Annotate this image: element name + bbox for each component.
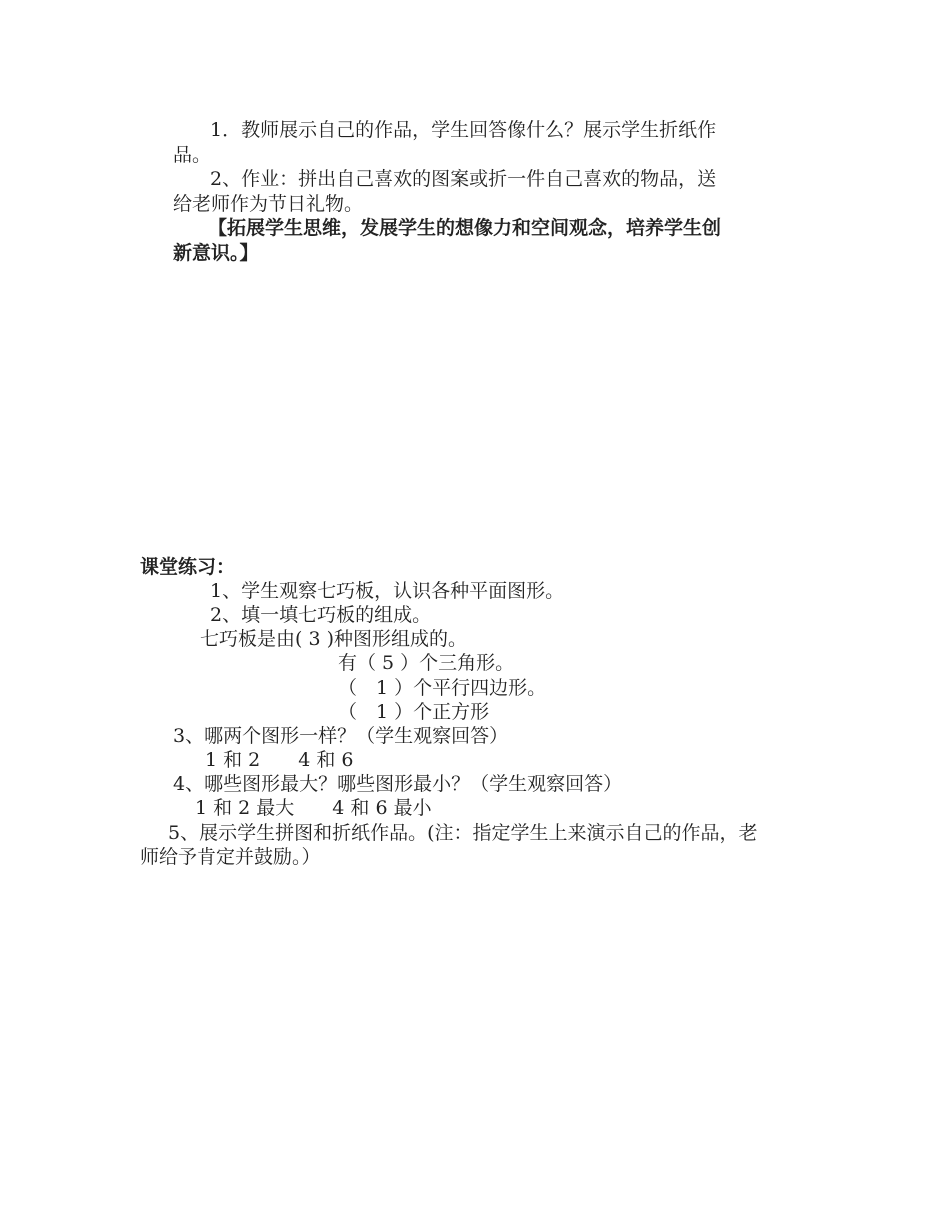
fill-triangles: 有（ 5 ）个三角形。 [338, 652, 515, 674]
item2-line1: 2、作业：拼出自己喜欢的图案或折一件自己喜欢的物品，送 [210, 168, 717, 190]
fill-parallelogram: （ 1 ）个平行四边形。 [338, 677, 547, 699]
item2-line2: 给老师作为节日礼物。 [173, 193, 364, 215]
practice-q4: 4、哪些图形最大？哪些图形最小？（学生观察回答） [173, 773, 623, 795]
practice-q5-line1: 5、展示学生拼图和折纸作品。(注：指定学生上来演示自己的作品，老 [168, 822, 758, 844]
practice-q1: 1、学生观察七巧板，认识各种平面图形。 [210, 580, 565, 602]
item1-line1: 1．教师展示自己的作品，学生回答像什么？展示学生折纸作 [210, 119, 717, 141]
fill-intro: 七巧板是由( 3 )种图形组成的。 [200, 628, 467, 650]
note-line1: 【拓展学生思维，发展学生的想像力和空间观念，培养学生创 [208, 217, 722, 239]
practice-a3: 1 和 2 4 和 6 [205, 749, 354, 771]
practice-q3: 3、哪两个图形一样？（学生观察回答） [173, 725, 509, 747]
note-line2: 新意识。】 [173, 242, 259, 264]
item1-line2: 品。 [173, 144, 212, 166]
fill-square: （ 1 ）个正方形 [338, 701, 490, 723]
practice-heading: 课堂练习： [140, 556, 236, 578]
practice-q5-line2: 师给予肯定并鼓励。） [140, 846, 321, 868]
practice-q2: 2、填一填七巧板的组成。 [210, 604, 432, 626]
practice-a4: 1 和 2 最大 4 和 6 最小 [195, 797, 432, 819]
